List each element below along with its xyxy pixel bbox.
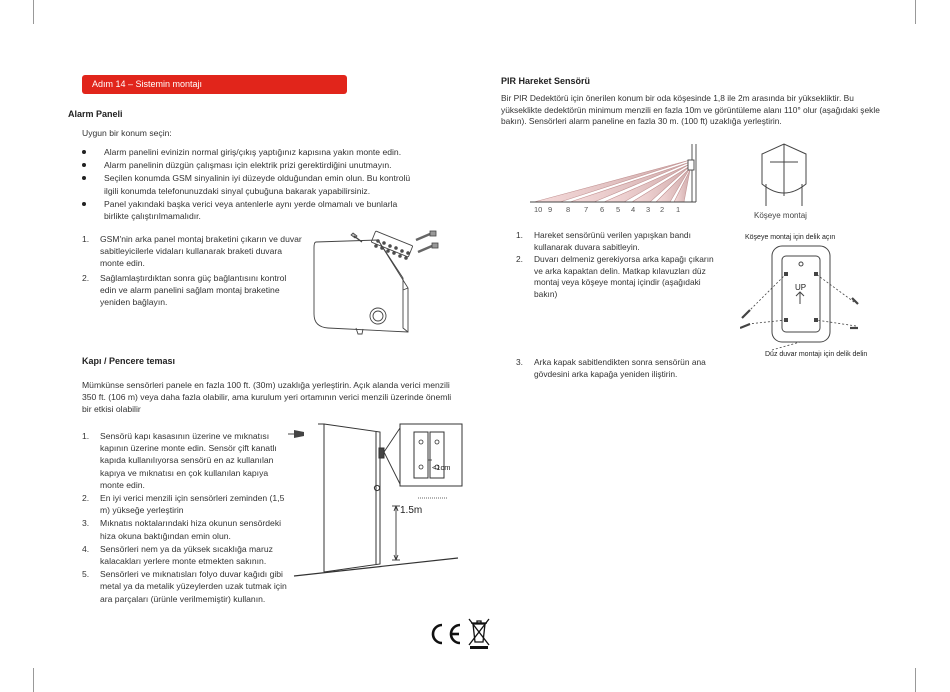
- door-contact-steps: [82, 430, 292, 605]
- step-item: 2. En iyi verici menzili için sensörleri zeminden (1,5 m) yükseğe yerleştirin: [82, 493, 285, 516]
- pir-intro: Bir PIR Dedektörü için önerilen konum bir oda köşesinde 1,8 ile 2m arasında bir yüksekliktir. Bu yükseklikte dedektörün minimum menzili en fazla 10m ve görüntüleme alanı 110° olur (aşağıdaki şekle bakın). Sensörleri alarm paneline en fazla 30 m. (100 ft) uzaklığa yerleştirin.: [501, 93, 880, 126]
- range-number: 6: [600, 205, 605, 214]
- bullet-item: Alarm panelinin düzgün çalışması için elektrik prizi gerektirdiğini unutmayın.: [82, 159, 412, 171]
- alarm-panel-bullets: [82, 146, 412, 222]
- step-item: 3. Arka kapak sabitlendikten sonra sensörün ana gövdesini arka kapağa yeniden iliştirin.: [516, 357, 706, 379]
- step-item: 1. Hareket sensörünü verilen yapışkan bandı kullanarak duvara sabitleyin.: [516, 230, 691, 252]
- crop-mark: [33, 0, 34, 24]
- pir-range-diagram: [530, 138, 708, 216]
- gap-label: <1cm: [432, 463, 451, 472]
- step-item: 4. Sensörleri nem ya da yüksek sıcaklığa maruz kalacakları yerlere monte etmekten sakının.: [82, 543, 273, 567]
- range-number: 8: [566, 205, 571, 214]
- alarm-panel-illustration: [308, 228, 453, 340]
- range-number: 1: [676, 205, 681, 214]
- crop-mark: [915, 668, 916, 692]
- corner-mount-label: Köşeye montaj: [754, 211, 807, 220]
- up-label: UP: [795, 283, 807, 292]
- range-number: 4: [631, 205, 636, 214]
- step-item: 2. Sağlamlaştırdıktan sonra güç bağlantısını kontrol edin ve alarm panelini sağlam montaj braketine yeniden bağlayın.: [82, 272, 287, 308]
- step-item: 3. Mıknatıs noktalarındaki hiza okunun sensördeki hiza okuna baktığından emin olun.: [82, 518, 282, 541]
- range-number: 2: [660, 205, 665, 214]
- step-item: 5. Sensörleri ve mıknatısları folyo duvar kağıdı gibi metal ya da metalik yüzeylerden uzak tutmak için ara parçaları (ürünle verilmemiştir) kullanın.: [82, 569, 287, 604]
- step-item: 1. Sensörü kapı kasasının üzerine ve mıknatısı kapının üzerine monte edin. Sensör çift kanatlı kapıda kullanılıyorsa sensörü en az kullanılan kapıya ve mıknatısı en çok kullanılan kapıya monte edin.: [82, 431, 277, 490]
- corner-hole-label: Köşeye montaj için delik açın: [745, 234, 836, 241]
- step-title-bar: [82, 75, 347, 94]
- crop-mark: [915, 0, 916, 24]
- pir-steps-continued: [516, 357, 731, 380]
- bullet-item: Seçilen konumda GSM sinyalinin iyi düzeyde olduğundan emin olun. Bu kontrolü ilgili konumda telefonunuzdaki sinyal çubuğuna bakarak yapabilirsiniz.: [82, 172, 412, 196]
- pir-steps: [516, 230, 722, 300]
- pir-backplate-diagram: [740, 242, 860, 354]
- range-number: 3: [646, 205, 651, 214]
- alarm-panel-intro: Uygun bir konum seçin:: [82, 128, 172, 138]
- bullet-item: Panel yakındaki başka verici veya antenlerle aynı yerde olmamalı ve bunlarla birlikte çalıştırılmamalıdır.: [82, 198, 412, 222]
- ce-mark-icon: [427, 622, 463, 646]
- flat-hole-label: Düz duvar montajı için delik delin: [765, 351, 868, 358]
- alarm-panel-heading: Alarm Paneli: [68, 109, 123, 119]
- bullet-item: Alarm panelini evinizin normal giriş/çıkış yaptığınız kapısına yakın monte edin.: [82, 146, 412, 158]
- step-title: Adım 14 – Sistemin montajı: [92, 79, 203, 89]
- range-number: 9: [548, 205, 553, 214]
- crop-mark: [33, 668, 34, 692]
- pir-heading: PIR Hareket Sensörü: [501, 76, 591, 86]
- step-item: 1. GSM'nin arka panel montaj braketini çıkarın ve duvar sabitleyicilerle vidaları kullanarak braketi duvara monte edin.: [82, 234, 302, 269]
- range-number: 7: [584, 205, 589, 214]
- door-contact-intro: Mümkünse sensörleri panele en fazla 100 ft. (30m) uzaklığa yerleştirin. Açık alanda verici menzili 350 ft. (106 m) veya daha fazla olabilir, ama kurulum yeri ortamının verici menzili üzerinde önemli bir etkisi olabilir: [82, 380, 452, 415]
- weee-bin-icon: [467, 617, 491, 649]
- range-number: 5: [616, 205, 621, 214]
- door-contact-diagram: [288, 418, 468, 586]
- alarm-panel-steps: [82, 233, 304, 308]
- step-item: 2. Duvarı delmeniz gerekiyorsa arka kapağı çıkarın ve arka kapaktan delin. Matkap kılavuzları düz montaj veya köşeye montaj içindir (aşağıdaki bakın): [516, 254, 714, 299]
- range-number: 10: [534, 205, 543, 214]
- pir-sensor-drawing: [750, 140, 820, 210]
- door-contact-heading: Kapı / Pencere teması: [82, 356, 176, 366]
- height-label: 1.5m: [400, 505, 423, 516]
